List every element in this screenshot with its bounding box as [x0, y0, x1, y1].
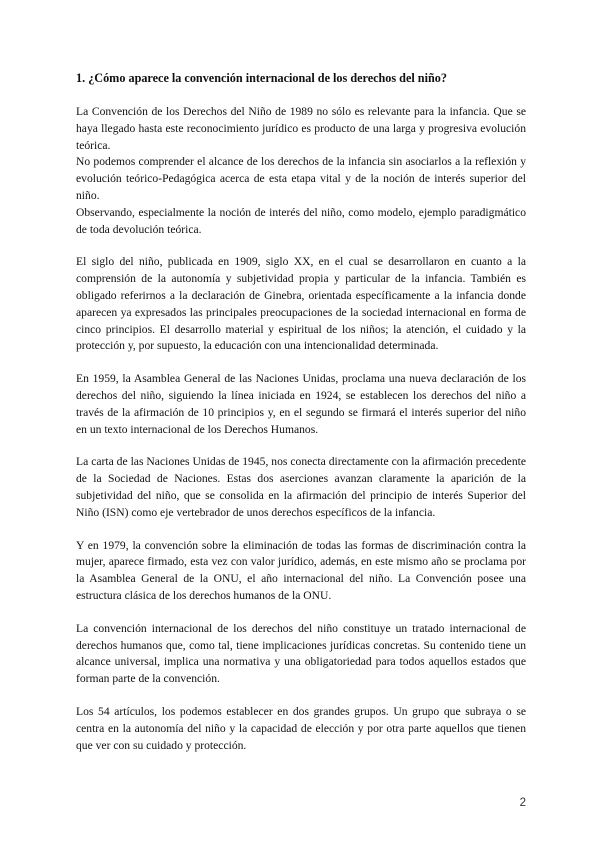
intro-line-1: La Convención de los Derechos del Niño de 1989 no sólo es relevante para la infancia. Que se haya llegado hasta este reconocimiento jurídico es producto de una larga y progresiva evolución teórica.: [76, 105, 526, 152]
paragraph-1979: Y en 1979, la convención sobre la eliminación de todas las formas de discriminación contra la mujer, aparece firmado, esta vez con valor jurídico, además, en este mismo año se proclama por la Asamblea General de la ONU, el año internacional del niño. La Convención posee una estructura clásica de los derechos humanos de la ONU.: [76, 538, 526, 602]
page-number: 2: [519, 797, 526, 809]
intro-paragraph: [76, 104, 526, 238]
intro-line-2: No podemos comprender el alcance de los derechos de la infancia sin asociarlos a la reflexión y evolución teórico-Pedagógica acerca de esta etapa vital y de la noción de interés superior del niño.: [76, 155, 526, 202]
document-body: [76, 70, 526, 770]
section-heading: 1. ¿Cómo aparece la convención internacional de los derechos del niño?: [76, 71, 447, 85]
paragraph-carta-1945: La carta de las Naciones Unidas de 1945, nos conecta directamente con la afirmación precedente de la Sociedad de Naciones. Estas dos aserciones avanzan claramente la aparición de la subjetividad del niño, que se consolida en la afirmación del principio de interés Superior del Niño (ISN) como eje vertebrador de unos derechos específicos de la infancia.: [76, 455, 526, 519]
paragraph-convencion: La convención internacional de los derechos del niño constituye un tratado internacional de derechos humanos que, como tal, tiene implicaciones jurídicas concretas. Su contenido tiene un alcance universal, implica una normativa y una obligatoriedad para todos aquellos estados que forman parte de la convención.: [76, 621, 526, 686]
paragraph-1959: En 1959, la Asamblea General de las Naciones Unidas, proclama una nueva declaración de los derechos del niño, siguiendo la línea iniciada en 1924, se establecen los derechos del niño a través de la afirmación de 10 principios y, en el segundo se firmará el interés superior del niño en un texto internacional de los Derechos Humanos.: [76, 372, 526, 436]
paragraph-siglo-del-nino: El siglo del niño, publicada en 1909, siglo XX, en el cual se desarrollaron en cuanto a la comprensión de la autonomía y subjetividad propia y particular de la infancia. También es obligado referirnos a la declaración de Ginebra, orientada específicamente a la infancia donde aparecen ya expresados las principales preocupaciones de la sociedad internacional en forma de cinco principios. El desarrollo material y espiritual de los niños; la atención, el cuidado y la protección y, por supuesto, la educación con una intencionalidad determinada.: [76, 255, 526, 353]
paragraph-54-articulos: Los 54 artículos, los podemos establecer en dos grandes grupos. Un grupo que subraya o se centra en la autonomía del niño y la capacidad de elección y por otra parte aquellos que tienen que ver con su cuidado y protección.: [76, 704, 526, 752]
intro-line-3: Observando, especialmente la noción de interés del niño, como modelo, ejemplo paradigmático de toda devolución teórica.: [76, 205, 526, 236]
